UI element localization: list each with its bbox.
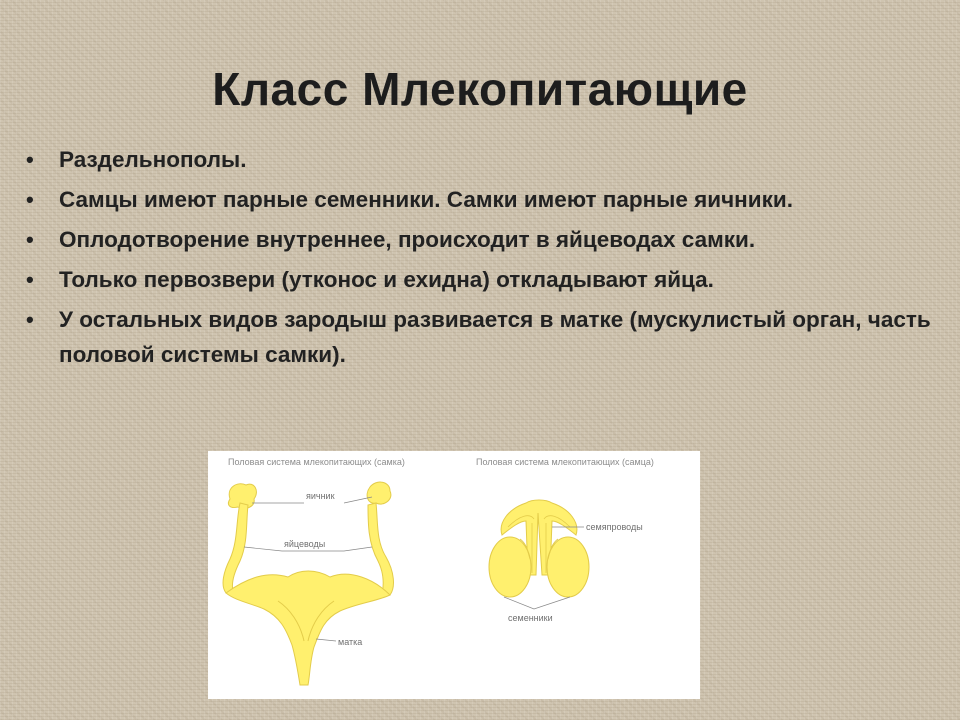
- bullet-text: У остальных видов зародыш развивается в матке (мускулистый орган, часть половой системы самки).: [59, 307, 931, 367]
- bullet-item: [26, 302, 946, 372]
- testes-label: семенники: [508, 613, 553, 623]
- anatomy-diagram: [208, 451, 700, 699]
- bullet-dot: •: [26, 227, 34, 252]
- vas-deferens-label: семяпроводы: [586, 522, 643, 532]
- bullet-item: [26, 142, 946, 177]
- uterus: [226, 571, 390, 685]
- bullet-item: [26, 262, 946, 297]
- female-caption: Половая система млекопитающих (самка): [228, 457, 405, 467]
- bullet-dot: •: [26, 307, 34, 332]
- female-organs: [223, 482, 393, 685]
- male-caption: Половая система млекопитающих (самца): [476, 457, 654, 467]
- bullet-text: Только первозвери (утконос и ехидна) откладывают яйца.: [59, 267, 714, 292]
- bullet-item: [26, 182, 946, 217]
- reproductive-system-figure: [208, 451, 700, 699]
- uterus-leader-line: [316, 639, 336, 641]
- bullet-dot: •: [26, 267, 34, 292]
- bullet-dot: •: [26, 187, 34, 212]
- slide-title: Класс Млекопитающие: [212, 63, 748, 115]
- left-oviduct: [223, 503, 248, 593]
- bullet-list: [26, 142, 946, 377]
- right-ovary: [367, 482, 391, 504]
- right-testis: [547, 537, 589, 597]
- uterus-label: матка: [338, 637, 363, 647]
- oviducts-label: яйцеводы: [284, 539, 326, 549]
- bullet-text: Оплодотворение внутреннее, происходит в яйцеводах самки.: [59, 227, 756, 252]
- bullet-dot: •: [26, 147, 34, 172]
- testes-leader-line: [504, 597, 570, 609]
- left-testis: [489, 537, 531, 597]
- bullet-text: Самцы имеют парные семенники. Самки имеют парные яичники.: [59, 187, 793, 212]
- ovary-label: яичник: [306, 491, 335, 501]
- bullet-text: Раздельнополы.: [59, 147, 247, 172]
- male-organs: [489, 500, 643, 623]
- bullet-item: [26, 222, 946, 257]
